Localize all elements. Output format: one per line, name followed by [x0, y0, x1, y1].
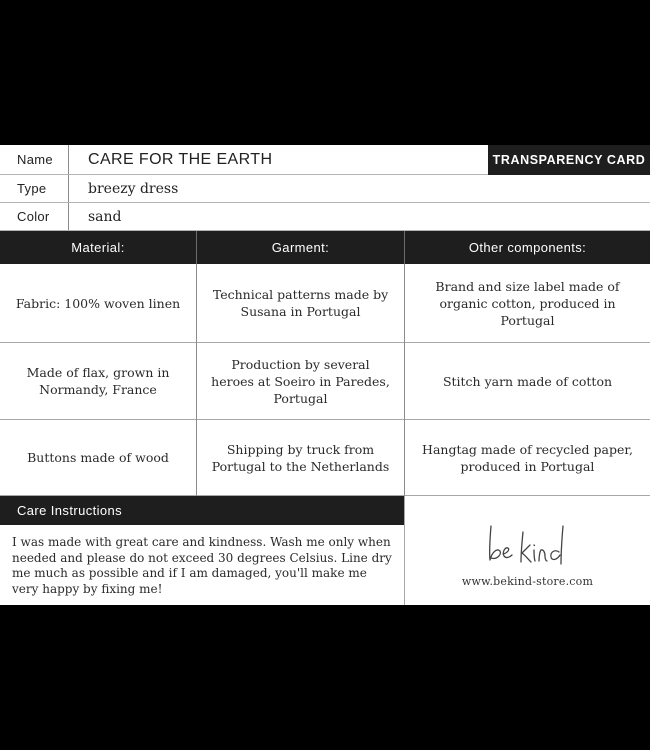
- be-kind-logo-icon: [483, 518, 583, 568]
- info-row-color: [0, 203, 650, 231]
- table-cell: Buttons made of wood: [27, 450, 169, 465]
- table-row: [0, 264, 650, 343]
- table-header: [0, 231, 650, 264]
- info-row-type: [0, 175, 650, 203]
- care-instructions-header: Care Instructions: [0, 496, 404, 525]
- table-cell: Made of flax, grown in Normandy, France: [26, 365, 170, 397]
- color-label: Color: [0, 203, 69, 230]
- table-row: [0, 420, 650, 496]
- name-label: Name: [0, 145, 69, 174]
- table-cell: Shipping by truck from Portugal to the Netherlands: [211, 441, 390, 474]
- table-cell: Stitch yarn made of cotton: [442, 373, 613, 389]
- brand-section: [405, 496, 650, 605]
- table-cell: Technical patterns made by Susana in Portugal: [212, 287, 389, 319]
- type-label: Type: [0, 175, 69, 202]
- name-value: CARE FOR THE EARTH: [88, 150, 273, 168]
- table-cell: Fabric: 100% woven linen: [15, 295, 181, 311]
- type-value: breezy dress: [88, 180, 179, 197]
- table-cell: Production by several heroes at Soeiro in Paredes, Portugal: [211, 356, 390, 406]
- care-instructions-text: I was made with great care and kindness. Wash me only when needed and please do not exceed 30 degrees Celsius. Line dry me much as possible and if I am damaged, you'll make me very happy by fixing me!: [12, 535, 392, 596]
- column-divider: [196, 264, 197, 496]
- table-cell: Brand and size label made of organic cotton, produced in Portugal: [435, 278, 620, 328]
- header-other-components: Other components:: [468, 240, 587, 255]
- header-garment: Garment:: [271, 240, 330, 255]
- table-cell: Hangtag made of recycled paper, produced in Portugal: [422, 441, 633, 474]
- transparency-card: [0, 145, 650, 605]
- column-divider: [404, 264, 405, 496]
- table-row: [0, 343, 650, 420]
- header-material: Material:: [71, 240, 125, 255]
- brand-url[interactable]: www.bekind-store.com: [461, 575, 594, 588]
- color-value: sand: [88, 208, 122, 225]
- transparency-card-badge: TRANSPARENCY CARD: [488, 145, 650, 175]
- info-row-name: [0, 145, 650, 175]
